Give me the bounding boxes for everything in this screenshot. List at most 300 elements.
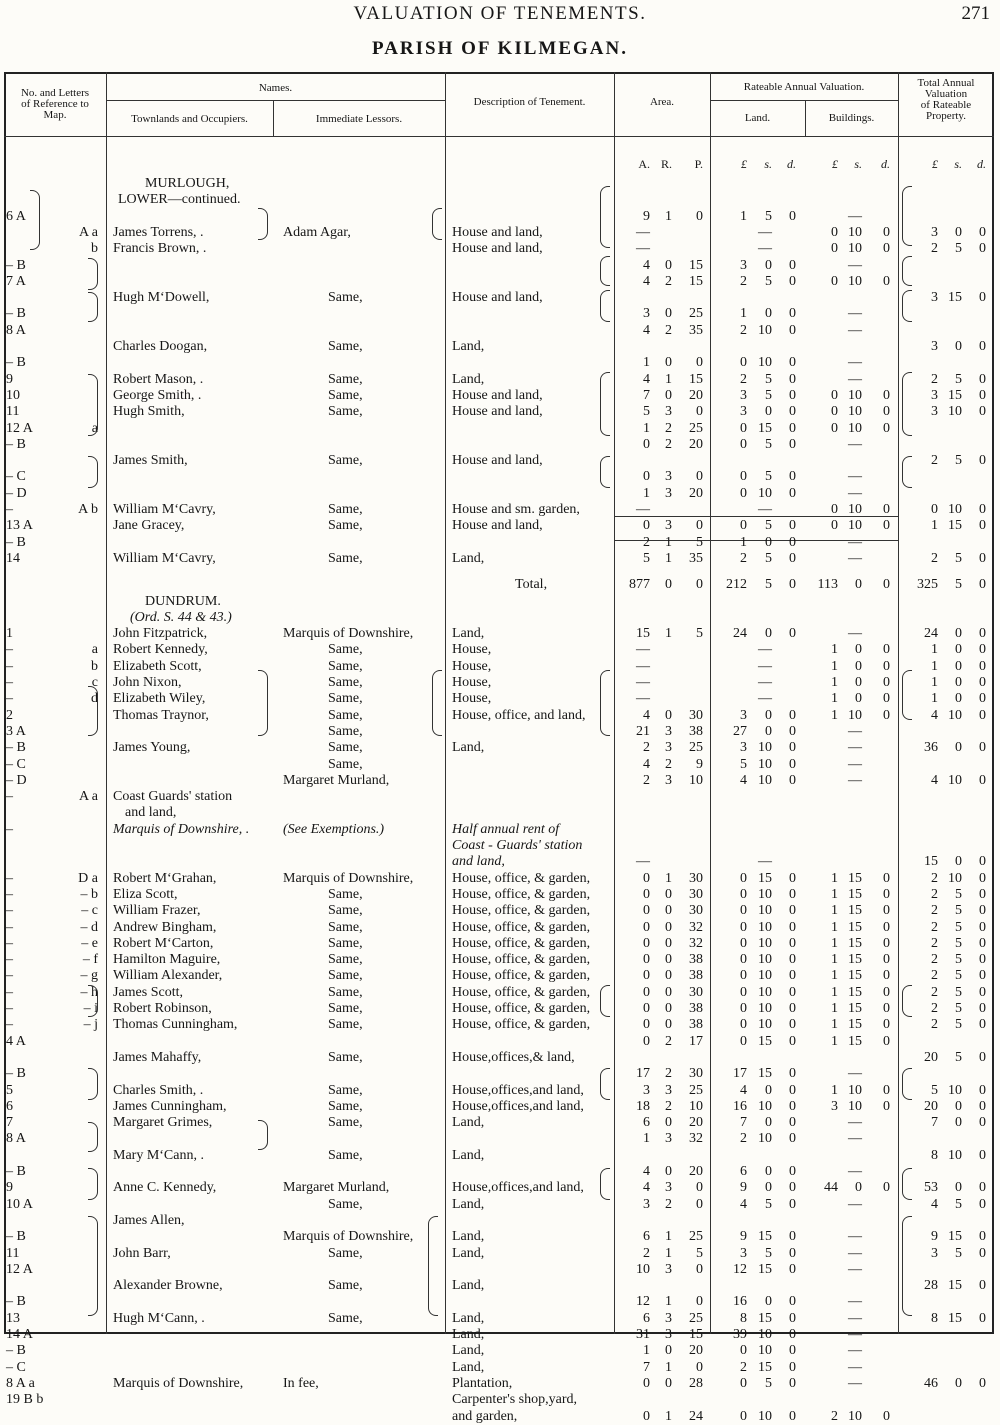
- buildings-shillings: —: [848, 1229, 862, 1245]
- land-pounds: 2: [740, 550, 747, 566]
- table-row: [0, 258, 1000, 274]
- buildings-pounds: 1: [831, 707, 838, 723]
- buildings-pence: 0: [883, 984, 890, 1000]
- occupier-name: Margaret Grimes,: [113, 1115, 213, 1131]
- area-acres: 6: [643, 1115, 650, 1131]
- land-pounds: 2: [740, 322, 747, 338]
- map-reference: –: [6, 870, 13, 886]
- occupier-name: William Frazer,: [113, 903, 201, 919]
- occupier-name: Robert M‘Carton,: [113, 935, 214, 951]
- buildings-shillings: —: [848, 371, 862, 387]
- buildings-pence: 0: [883, 1082, 890, 1098]
- occupier-name: Alexander Browne,: [113, 1278, 223, 1294]
- table-row: [0, 1343, 1000, 1359]
- lessor-name: Same,: [328, 642, 363, 658]
- tenement-description: Land,: [452, 1278, 485, 1294]
- area-perches: 25: [689, 1310, 703, 1326]
- total-pence: 0: [979, 1147, 986, 1163]
- total-shillings: 5: [955, 1049, 962, 1065]
- area-roods: 3: [665, 772, 672, 788]
- sub-reference: a: [91, 420, 98, 436]
- area-roods: 2: [665, 1033, 672, 1049]
- total-pence: 0: [979, 919, 986, 935]
- map-reference: 8 A a: [6, 1375, 35, 1391]
- table-row: [0, 1066, 1000, 1082]
- sub-reference: a: [91, 642, 98, 658]
- total-pence: 0: [979, 675, 986, 690]
- area-perches: 0: [696, 1359, 703, 1375]
- land-pence: 0: [789, 550, 796, 566]
- land-shillings: 10: [758, 1098, 772, 1114]
- buildings-shillings: —: [848, 436, 862, 452]
- land-pence: 0: [789, 1131, 796, 1147]
- land-pence: 0: [789, 903, 796, 919]
- area-acres: 1: [643, 355, 650, 371]
- lessor-name: Same,: [328, 707, 363, 723]
- buildings-shillings: —: [848, 485, 862, 501]
- area-perches: 20: [689, 1343, 703, 1359]
- sub-reference: – f: [82, 952, 98, 968]
- area-perches: 30: [689, 1066, 703, 1082]
- buildings-shillings: —: [848, 306, 862, 322]
- tenement-description: Land,: [452, 1147, 485, 1163]
- area-perches: 32: [689, 935, 703, 951]
- area-roods: 2: [665, 436, 672, 452]
- table-row: [0, 838, 1000, 854]
- buildings-shillings: 15: [848, 1017, 862, 1033]
- page-number: 271: [961, 3, 990, 24]
- area-acres: 0: [643, 919, 650, 935]
- map-reference: 9: [6, 1180, 13, 1196]
- land-pence: 0: [789, 306, 796, 322]
- area-roods: 0: [665, 1343, 672, 1359]
- area-perches: 15: [689, 257, 703, 273]
- unit-perches: P.: [694, 157, 703, 171]
- area-acres: 0: [643, 984, 650, 1000]
- area-roods: 2: [665, 420, 672, 436]
- lessor-name: Same,: [328, 1001, 363, 1016]
- unit-acres: A.: [638, 157, 650, 171]
- buildings-shillings: 15: [848, 870, 862, 886]
- buildings-shillings: —: [848, 1327, 862, 1342]
- buildings-pence: 0: [883, 387, 890, 403]
- lessor-name: Same,: [328, 903, 363, 919]
- land-pence: 0: [789, 1164, 796, 1179]
- tenement-description: House,offices,and land,: [452, 1098, 584, 1114]
- occupier-name: James Torrens, .: [113, 224, 204, 240]
- sub-reference: – c: [81, 903, 98, 919]
- buildings-pence: 0: [883, 1017, 890, 1033]
- total-pounds: 1: [931, 658, 938, 674]
- land-pence: 0: [789, 1196, 796, 1212]
- map-reference: –: [6, 642, 13, 658]
- table-row: [0, 577, 1000, 593]
- area-acres: 18: [636, 1098, 650, 1114]
- map-reference: 7: [6, 1115, 13, 1131]
- land-shillings: 0: [765, 306, 772, 322]
- area-perches: 25: [689, 1229, 703, 1245]
- area-perches: 9: [696, 756, 703, 772]
- land-pence: 0: [789, 870, 796, 886]
- total-shillings: 5: [955, 241, 962, 257]
- land-pence: 0: [789, 952, 796, 968]
- table-row: [0, 453, 1000, 469]
- area-acres: —: [636, 224, 650, 240]
- sub-reference: d: [91, 691, 98, 707]
- buildings-shillings: —: [848, 1294, 862, 1310]
- buildings-shillings: —: [848, 723, 862, 739]
- land-pence: 0: [789, 935, 796, 951]
- land-shillings: 15: [758, 1066, 772, 1082]
- table-row: [0, 1131, 1000, 1147]
- land-shillings: 5: [765, 208, 772, 224]
- map-reference: – B: [6, 436, 26, 452]
- area-perches: 10: [689, 1098, 703, 1114]
- lessor-name: Same,: [328, 691, 363, 707]
- total-pounds: 2: [931, 241, 938, 257]
- land-pounds: 3: [740, 740, 747, 756]
- land-dash: —: [758, 691, 772, 707]
- buildings-shillings: 0: [855, 642, 862, 658]
- buildings-shillings: 0: [855, 675, 862, 690]
- tenement-description: Land,: [452, 1359, 485, 1375]
- table-row: [0, 1115, 1000, 1131]
- lessor-name: Same,: [328, 919, 363, 935]
- land-shillings: 10: [758, 756, 772, 772]
- sub-reference: b: [91, 658, 98, 674]
- table-row: [0, 1376, 1000, 1392]
- lessor-name: Same,: [328, 968, 363, 984]
- occupier-name: DUNDRUM.: [145, 593, 221, 609]
- total-pounds: 2: [931, 935, 938, 951]
- tenement-description: House, office, & garden,: [452, 984, 591, 1000]
- sub-reference: – d: [80, 919, 98, 935]
- total-pounds: 2: [931, 984, 938, 1000]
- total-pence: 0: [979, 1310, 986, 1326]
- buildings-shillings: 10: [848, 387, 862, 403]
- total-pounds: 28: [924, 1278, 938, 1294]
- map-reference: 11: [6, 404, 20, 420]
- land-pounds: 0: [740, 984, 747, 1000]
- total-pounds: 2: [931, 1017, 938, 1033]
- sub-reference: – i: [83, 1001, 98, 1016]
- area-perches: 20: [689, 1164, 703, 1179]
- table-row: [0, 388, 1000, 404]
- total-pounds: 7: [931, 1115, 938, 1131]
- area-perches: 20: [689, 436, 703, 452]
- occupier-name: Robert M‘Grahan,: [113, 870, 217, 886]
- total-pounds: 1: [931, 691, 938, 707]
- land-shillings: 10: [758, 740, 772, 756]
- buildings-shillings: —: [848, 534, 862, 550]
- total-pence: 0: [979, 658, 986, 674]
- lessors-header: Immediate Lessors.: [315, 113, 403, 125]
- land-pence: 0: [789, 485, 796, 501]
- tenement-description: House,: [452, 642, 492, 658]
- total-pence: 0: [979, 1049, 986, 1065]
- land-header: Land.: [744, 112, 771, 124]
- land-pence: 0: [789, 626, 796, 642]
- total-pence: 0: [979, 903, 986, 919]
- area-acres: —: [636, 658, 650, 674]
- land-pounds: 212: [726, 577, 747, 593]
- area-perches: 10: [689, 772, 703, 788]
- land-pence: 0: [789, 968, 796, 984]
- land-shillings: 5: [765, 550, 772, 566]
- total-pounds: 2: [931, 453, 938, 469]
- land-shillings: 15: [758, 1310, 772, 1326]
- buildings-pounds: 1: [831, 675, 838, 690]
- land-pounds: 5: [740, 756, 747, 772]
- area-acres: 0: [643, 469, 650, 485]
- total-shillings: 5: [955, 952, 962, 968]
- table-row: [0, 404, 1000, 420]
- area-roods: 0: [665, 984, 672, 1000]
- lessor-name: Marquis of Downshire,: [283, 626, 414, 642]
- total-pounds: 53: [924, 1180, 938, 1196]
- total-pounds: 2: [931, 886, 938, 902]
- total-pence: 0: [979, 935, 986, 951]
- land-shillings: 10: [758, 485, 772, 501]
- land-shillings: 0: [765, 723, 772, 739]
- land-shillings: 0: [765, 707, 772, 723]
- map-reference: –: [6, 789, 13, 805]
- total-pence: 0: [979, 707, 986, 723]
- buildings-shillings: 15: [848, 886, 862, 902]
- area-roods: 0: [665, 306, 672, 322]
- lessor-name: Same,: [328, 886, 363, 902]
- total-pence: 0: [979, 1229, 986, 1245]
- buildings-shillings: —: [848, 740, 862, 756]
- total-shillings: 0: [955, 1375, 962, 1391]
- total-pence: 0: [979, 1115, 986, 1131]
- table-row: [0, 789, 1000, 805]
- land-shillings: 0: [765, 1294, 772, 1310]
- lessor-name: Same,: [328, 984, 363, 1000]
- area-acres: 0: [643, 870, 650, 886]
- total-pence: 0: [979, 290, 986, 306]
- buildings-pence: 0: [883, 224, 890, 240]
- unit-roods: R.: [660, 157, 672, 171]
- tenement-description: House,: [452, 691, 492, 707]
- total-pounds: 2: [931, 968, 938, 984]
- area-perches: 30: [689, 903, 703, 919]
- area-acres: 12: [636, 1294, 650, 1310]
- total-pounds: 1: [931, 642, 938, 658]
- area-roods: 2: [665, 756, 672, 772]
- page-header-title: VALUATION OF TENEMENTS.: [353, 3, 647, 24]
- total-pence: 0: [979, 241, 986, 257]
- land-pounds: 7: [740, 1115, 747, 1131]
- lessor-name: Same,: [328, 550, 363, 566]
- table-row: [0, 968, 1000, 984]
- table-row: [0, 1034, 1000, 1050]
- map-reference: – B: [6, 740, 26, 756]
- occupier-name: (Ord. S. 44 & 43.): [130, 609, 232, 625]
- lessor-name: Same,: [328, 502, 363, 517]
- land-pounds: 3: [740, 404, 747, 420]
- table-row: [0, 551, 1000, 567]
- lessor-name: Same,: [328, 1017, 363, 1033]
- map-reference: –: [6, 1001, 13, 1016]
- buildings-pounds: 3: [831, 1098, 838, 1114]
- table-row: [0, 675, 1000, 691]
- table-row: [0, 1360, 1000, 1376]
- tenement-description: Land,: [452, 740, 485, 756]
- buildings-pounds: 0: [831, 387, 838, 403]
- lessor-name: Same,: [328, 518, 363, 534]
- buildings-pounds: 1: [831, 642, 838, 658]
- area-roods: 0: [665, 355, 672, 371]
- area-roods: 3: [665, 1131, 672, 1147]
- area-acres: 0: [643, 1033, 650, 1049]
- land-pence: 0: [789, 355, 796, 371]
- buildings-pounds: 1: [831, 886, 838, 902]
- tenement-description: Land,: [452, 1343, 485, 1359]
- map-reference: – B: [6, 1066, 26, 1082]
- occupier-name: Charles Smith, .: [113, 1082, 204, 1098]
- area-perches: 17: [689, 1033, 703, 1049]
- total-pence: 0: [979, 772, 986, 788]
- unit-pence: d.: [881, 157, 890, 171]
- table-row: [0, 920, 1000, 936]
- area-perches: 25: [689, 306, 703, 322]
- tenement-description: Land,: [452, 1310, 485, 1326]
- land-pounds: 16: [733, 1098, 747, 1114]
- table-row: [0, 1148, 1000, 1164]
- total-pounds: 2: [931, 371, 938, 387]
- land-shillings: 15: [758, 1359, 772, 1375]
- total-pounds: 24: [924, 626, 938, 642]
- tenement-description: House,: [452, 658, 492, 674]
- land-pence: 0: [789, 1001, 796, 1016]
- total-pounds: 2: [931, 919, 938, 935]
- land-pounds: 0: [740, 436, 747, 452]
- total-shillings: 15: [948, 1229, 962, 1245]
- table-row: [0, 469, 1000, 485]
- area-acres: 4: [643, 273, 650, 289]
- land-pence: 0: [789, 740, 796, 756]
- buildings-pounds: 1: [831, 935, 838, 951]
- land-shillings: 10: [758, 968, 772, 984]
- area-perches: 5: [696, 1245, 703, 1261]
- table-row: [0, 1180, 1000, 1196]
- unit-pounds: £: [832, 157, 838, 171]
- land-dash: —: [758, 502, 772, 517]
- sub-reference: – e: [81, 935, 98, 951]
- total-shillings: 5: [955, 886, 962, 902]
- occupier-name: MURLOUGH,: [145, 176, 230, 191]
- land-pounds: 16: [733, 1294, 747, 1310]
- land-pounds: 39: [733, 1327, 747, 1342]
- area-acres: 0: [643, 903, 650, 919]
- total-pence: 0: [979, 854, 986, 870]
- parish-title: PARISH OF KILMEGAN.: [372, 38, 628, 59]
- lessor-name: Same,: [328, 371, 363, 387]
- area-perches: 38: [689, 968, 703, 984]
- total-pence: 0: [979, 1098, 986, 1114]
- lessor-name: Same,: [328, 1245, 363, 1261]
- area-perches: 25: [689, 420, 703, 436]
- total-pounds: 3: [931, 404, 938, 420]
- buildings-pence: 0: [883, 903, 890, 919]
- area-acres: —: [636, 502, 650, 517]
- sub-reference: D a: [78, 870, 98, 886]
- buildings-pence: 0: [883, 707, 890, 723]
- total-pence: 0: [979, 1180, 986, 1196]
- sub-reference: A a: [78, 789, 98, 805]
- land-pence: 0: [789, 1408, 796, 1424]
- total-shillings: 0: [955, 626, 962, 642]
- area-roods: 0: [665, 577, 672, 593]
- land-pence: 0: [789, 534, 796, 550]
- buildings-shillings: 10: [848, 404, 862, 420]
- table-row: [0, 854, 1000, 870]
- total-shillings: 5: [955, 1196, 962, 1212]
- unit-pounds: £: [741, 157, 747, 171]
- area-acres: 0: [643, 518, 650, 534]
- total-shillings: 5: [955, 453, 962, 469]
- land-shillings: 10: [758, 903, 772, 919]
- area-roods: 3: [665, 1082, 672, 1098]
- area-acres: 0: [643, 436, 650, 452]
- total-pence: 0: [979, 1375, 986, 1391]
- area-acres: 2: [643, 740, 650, 756]
- map-reference: –: [6, 821, 13, 837]
- table-row: [0, 773, 1000, 789]
- buildings-shillings: 10: [848, 1408, 862, 1424]
- area-roods: 0: [665, 1001, 672, 1016]
- total-shillings: 5: [955, 968, 962, 984]
- buildings-pence: 0: [883, 952, 890, 968]
- lessor-name: Same,: [328, 756, 363, 772]
- total-shillings: 10: [948, 707, 962, 723]
- area-perches: 35: [689, 322, 703, 338]
- tenement-description: House and land,: [452, 290, 543, 306]
- area-acres: 1: [643, 485, 650, 501]
- tenement-description: House, office, & garden,: [452, 952, 591, 968]
- occupier-name: Francis Brown, .: [113, 241, 207, 257]
- area-acres: 2: [643, 772, 650, 788]
- sub-reference: c: [91, 675, 98, 690]
- total-pounds: 2: [931, 870, 938, 886]
- land-shillings: 5: [765, 469, 772, 485]
- buildings-pence: 0: [883, 935, 890, 951]
- buildings-pounds: 44: [824, 1180, 838, 1196]
- land-pence: 0: [789, 886, 796, 902]
- occupier-name: Andrew Bingham,: [113, 919, 217, 935]
- total-pence: 0: [979, 404, 986, 420]
- buildings-pounds: 2: [831, 1408, 838, 1424]
- area-acres: 877: [629, 577, 650, 593]
- lessor-name: Same,: [328, 1115, 363, 1131]
- land-dash: —: [758, 854, 772, 870]
- land-shillings: 10: [758, 935, 772, 951]
- buildings-pence: 0: [883, 518, 890, 534]
- area-acres: 0: [643, 1001, 650, 1016]
- buildings-pounds: 0: [831, 273, 838, 289]
- land-pounds: 0: [740, 1343, 747, 1359]
- lessor-name: Same,: [328, 1049, 363, 1065]
- total-shillings: 10: [948, 870, 962, 886]
- area-roods: 0: [665, 886, 672, 902]
- tenement-description: House and land,: [452, 404, 543, 420]
- buildings-header: Buildings.: [828, 112, 875, 124]
- area-acres: 4: [643, 371, 650, 387]
- tenement-description: House and land,: [452, 387, 543, 403]
- buildings-shillings: —: [848, 1310, 862, 1326]
- map-reference: – D: [6, 485, 27, 501]
